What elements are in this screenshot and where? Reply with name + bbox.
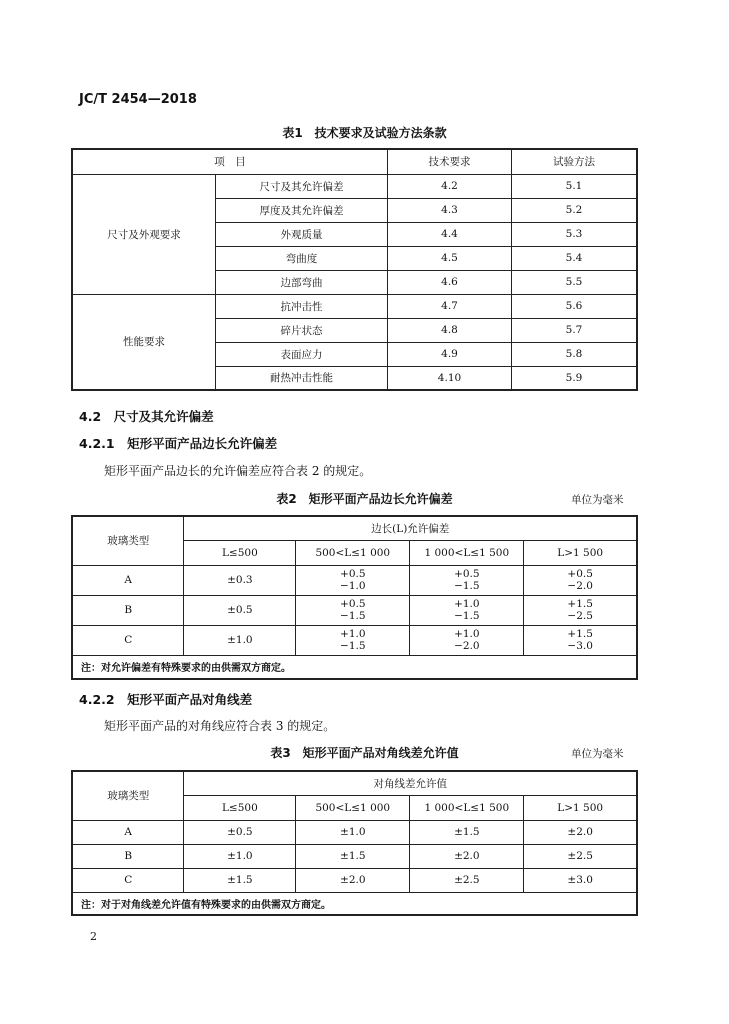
table3-header-group: 对角线差允许值 [184, 771, 637, 795]
table2-cell-type: B [72, 595, 184, 625]
table3-cell: ±2.0 [524, 820, 637, 844]
table1 [71, 148, 638, 391]
table1-cell-item: 表面应力 [216, 342, 388, 366]
table2-cell: +0.5 −2.0 [524, 565, 637, 595]
table3-header-range: L≤500 [184, 795, 296, 820]
table1-header-req: 技术要求 [388, 149, 512, 174]
table3-header-range: L>1 500 [524, 795, 637, 820]
table3-cell-type: C [72, 868, 184, 892]
table2-caption: 表2 矩形平面产品边长允许偏差 [276, 492, 453, 506]
table2-note: 注：对允许偏差有特殊要求的由供需双方商定。 [72, 655, 637, 679]
table3-cell: ±1.5 [296, 844, 410, 868]
table2-cell: +0.5 −1.0 [296, 565, 410, 595]
table2-header-range: 1 000<L≤1 500 [410, 540, 524, 565]
table2 [71, 515, 638, 680]
section-4-2-1-paragraph: 矩形平面产品边长的允许偏差应符合表 2 的规定。 [104, 464, 372, 478]
section-4-2-2-heading: 4.2.2 矩形平面产品对角线差 [79, 692, 253, 707]
table1-cell-item: 厚度及其允许偏差 [216, 198, 388, 222]
table1-cell-method: 5.6 [512, 294, 638, 318]
table3-header-range: 1 000<L≤1 500 [410, 795, 524, 820]
table1-cell-method: 5.7 [512, 318, 638, 342]
table1-cell-method: 5.8 [512, 342, 638, 366]
table3-cell: ±0.5 [184, 820, 296, 844]
document-code: JC/T 2454—2018 [79, 92, 197, 107]
table3-caption: 表3 矩形平面产品对角线差允许值 [270, 746, 459, 760]
table2-cell: +1.5 −3.0 [524, 625, 637, 655]
table2-header-group: 边长(L)允许偏差 [184, 516, 637, 540]
table1-header-item: 项 目 [72, 149, 388, 174]
table3-cell: ±2.0 [410, 844, 524, 868]
table1-cell-item: 耐热冲击性能 [216, 366, 388, 390]
table3-note: 注：对于对角线差允许值有特殊要求的由供需双方商定。 [72, 892, 637, 915]
table1-cell-req: 4.9 [388, 342, 512, 366]
table2-cell-type: A [72, 565, 184, 595]
table2-cell-type: C [72, 625, 184, 655]
table3-cell: ±1.0 [296, 820, 410, 844]
table1-cell-item: 弯曲度 [216, 246, 388, 270]
table3-cell: ±3.0 [524, 868, 637, 892]
table2-cell: ±1.0 [184, 625, 296, 655]
table2-unit: 单位为毫米 [571, 494, 624, 506]
table1-cell-item: 边部弯曲 [216, 270, 388, 294]
table2-cell: +1.0 −1.5 [410, 595, 524, 625]
table3-unit: 单位为毫米 [571, 748, 624, 760]
table1-cell-item: 外观质量 [216, 222, 388, 246]
table1-cell-req: 4.3 [388, 198, 512, 222]
table1-cell-method: 5.4 [512, 246, 638, 270]
table1-cell-item: 碎片状态 [216, 318, 388, 342]
table2-cell: +1.0 −1.5 [296, 625, 410, 655]
table3-header-type: 玻璃类型 [72, 771, 184, 820]
table1-cell-item: 抗冲击性 [216, 294, 388, 318]
table3-cell: ±2.0 [296, 868, 410, 892]
table1-cell-req: 4.6 [388, 270, 512, 294]
table2-header-type: 玻璃类型 [72, 516, 184, 565]
table1-cell-req: 4.4 [388, 222, 512, 246]
table1-cell-method: 5.1 [512, 174, 638, 198]
table1-cell-req: 4.10 [388, 366, 512, 390]
table1-cell-method: 5.3 [512, 222, 638, 246]
table1-group-name: 尺寸及外观要求 [72, 174, 216, 294]
table3-cell: ±1.0 [184, 844, 296, 868]
table2-cell: ±0.3 [184, 565, 296, 595]
table1-cell-req: 4.5 [388, 246, 512, 270]
table3-cell: ±2.5 [410, 868, 524, 892]
section-4-2-2-paragraph: 矩形平面产品的对角线应符合表 3 的规定。 [104, 719, 336, 733]
table1-cell-req: 4.8 [388, 318, 512, 342]
table1-cell-item: 尺寸及其允许偏差 [216, 174, 388, 198]
table3-cell: ±1.5 [410, 820, 524, 844]
table2-cell: +0.5 −1.5 [296, 595, 410, 625]
table2-header-range: L>1 500 [524, 540, 637, 565]
section-4-2-1-heading: 4.2.1 矩形平面产品边长允许偏差 [79, 436, 278, 451]
table1-cell-req: 4.2 [388, 174, 512, 198]
table2-cell: +0.5 −1.5 [410, 565, 524, 595]
table3-cell-type: A [72, 820, 184, 844]
table2-cell: +1.5 −2.5 [524, 595, 637, 625]
table3-cell: ±2.5 [524, 844, 637, 868]
table2-cell: ±0.5 [184, 595, 296, 625]
table3 [71, 770, 638, 916]
table2-header-range: 500<L≤1 000 [296, 540, 410, 565]
table1-header-method: 试验方法 [512, 149, 638, 174]
table1-group-name: 性能要求 [72, 294, 216, 390]
table1-cell-req: 4.7 [388, 294, 512, 318]
section-4-2-heading: 4.2 尺寸及其允许偏差 [79, 409, 214, 424]
table1-cell-method: 5.5 [512, 270, 638, 294]
table3-header-range: 500<L≤1 000 [296, 795, 410, 820]
table3-cell-type: B [72, 844, 184, 868]
table1-caption: 表1 技术要求及试验方法条款 [282, 126, 447, 140]
table2-header-range: L≤500 [184, 540, 296, 565]
table1-cell-method: 5.9 [512, 366, 638, 390]
table1-cell-method: 5.2 [512, 198, 638, 222]
table3-cell: ±1.5 [184, 868, 296, 892]
table2-cell: +1.0 −2.0 [410, 625, 524, 655]
page-number: 2 [90, 930, 97, 943]
